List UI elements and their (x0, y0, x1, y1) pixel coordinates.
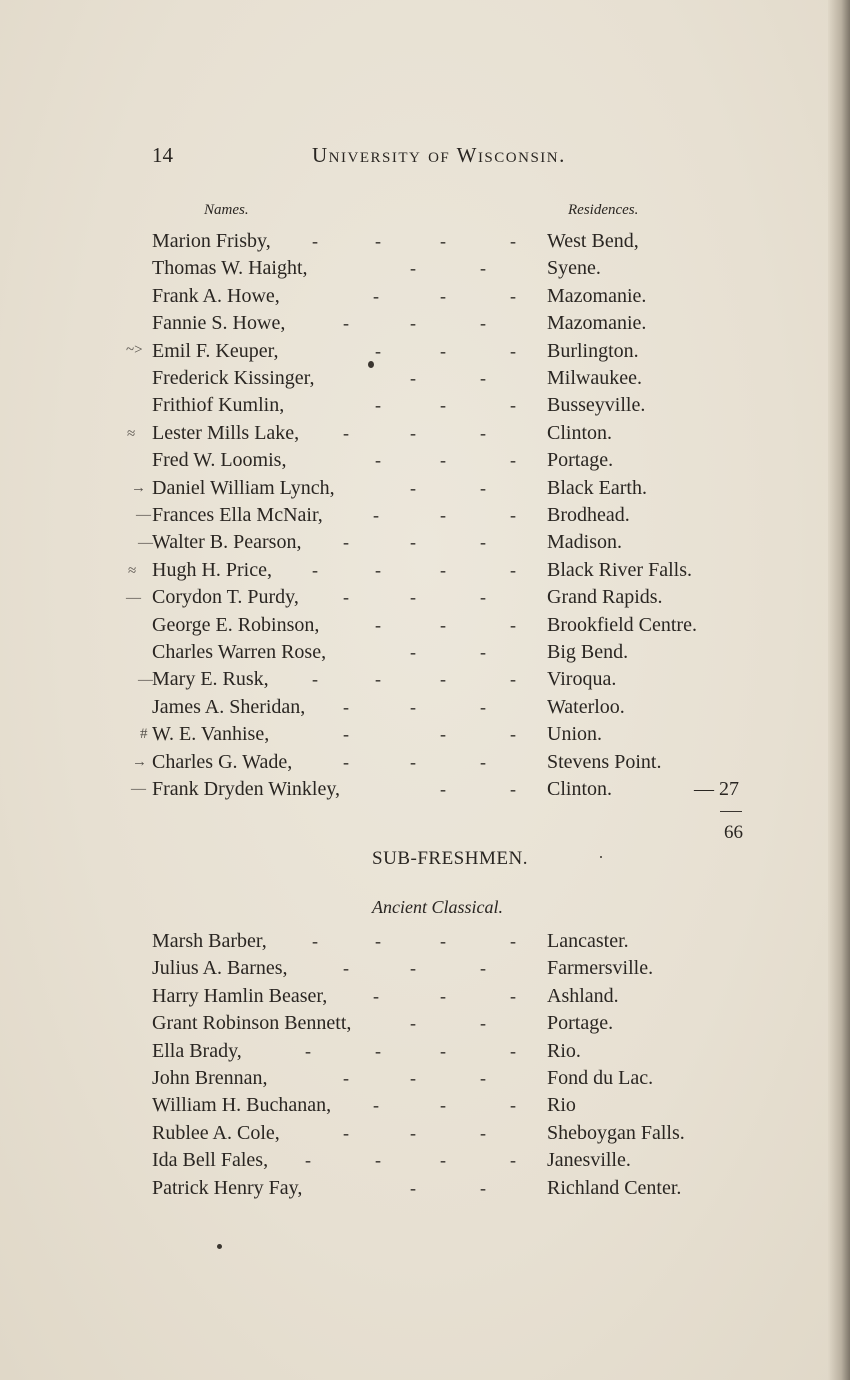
student-residence: Milwaukee. (547, 367, 642, 389)
leader-dash: - (375, 614, 381, 635)
student-name: Marion Frisby, (152, 230, 271, 252)
leader-dash: - (510, 614, 516, 635)
list-item (0, 955, 850, 982)
leader-dash: - (510, 231, 516, 251)
pencil-mark: → (132, 754, 147, 770)
leader-dash: - (440, 669, 446, 690)
leader-dash: - (510, 931, 516, 951)
list-item (0, 1175, 850, 1202)
leader-dash: - (343, 696, 349, 717)
student-name: Grant Robinson Bennett, (152, 1012, 352, 1035)
leader-dash: - (510, 285, 516, 306)
list-item (0, 639, 850, 666)
student-residence: Grand Rapids. (547, 586, 663, 609)
student-name: John Brennan, (152, 1067, 268, 1089)
section-title: SUB-FRESHMEN. (372, 848, 528, 869)
student-residence: Black River Falls. (547, 558, 692, 581)
leader-dash: - (510, 340, 516, 361)
student-name: Fred W. Loomis, (152, 449, 287, 472)
leader-dash: - (480, 1068, 486, 1088)
leader-dash: - (440, 779, 446, 799)
course-heading: Ancient Classical. (372, 897, 503, 917)
leader-dash: - (375, 340, 381, 361)
student-residence: Burlington. (547, 339, 639, 362)
leader-dash: - (410, 1177, 416, 1198)
list-item (0, 475, 850, 502)
leader-dash: - (510, 1040, 516, 1061)
leader-dash: - (440, 1150, 446, 1171)
list-item (0, 928, 850, 955)
leader-dash: - (410, 368, 416, 388)
leader-dash: - (480, 1013, 486, 1034)
student-name: Julius A. Barnes, (152, 957, 288, 980)
student-residence: Clinton. (547, 778, 613, 800)
class-total: 66 (724, 822, 743, 843)
leader-dash: - (510, 779, 516, 799)
leader-dash: - (510, 395, 516, 416)
student-residence: Black Earth. (547, 476, 647, 499)
leader-dash: - (343, 313, 349, 334)
leader-dash: - (480, 258, 486, 279)
page-number: 14 (152, 143, 173, 167)
leader-dash: - (440, 559, 446, 580)
pencil-mark: # (140, 726, 148, 742)
student-name: Patrick Henry Fay, (152, 1176, 303, 1199)
leader-dash: - (510, 1150, 516, 1171)
pencil-mark: — (138, 535, 153, 551)
leader-dash: - (312, 669, 318, 690)
list-item (0, 255, 850, 282)
names-column-heading: Names. (204, 202, 249, 218)
list-item (0, 1147, 850, 1174)
leader-dash: - (480, 477, 486, 498)
leader-dash: - (305, 1150, 311, 1171)
student-residence: Sheboygan Falls. (547, 1121, 685, 1144)
leader-dash: - (410, 258, 416, 279)
list-item (0, 983, 850, 1010)
class-count: — 27 (694, 778, 739, 800)
leader-dash: - (375, 1150, 381, 1171)
student-name: Frank Dryden Winkley, (152, 778, 341, 800)
leader-dash: - (480, 532, 486, 553)
leader-dash: - (375, 1040, 381, 1061)
student-name: Charles G. Wade, (152, 750, 293, 773)
list-item (0, 529, 850, 556)
student-residence: Farmersville. (547, 957, 654, 980)
student-name: Harry Hamlin Beaser, (152, 984, 328, 1007)
leader-dash: - (510, 450, 516, 471)
student-residence: Viroqua. (547, 668, 617, 691)
leader-dash: - (480, 958, 486, 979)
student-residence: Mazomanie. (547, 284, 647, 307)
student-name: Frithiof Kumlin, (152, 394, 285, 417)
leader-dash: - (480, 642, 486, 662)
leader-dash: - (410, 696, 416, 717)
leader-dash: - (440, 285, 446, 306)
running-head: University of Wisconsin. (312, 143, 566, 167)
list-item (0, 666, 850, 693)
student-residence: Janesville. (547, 1149, 631, 1172)
student-residence: Syene. (547, 257, 601, 280)
leader-dash: - (375, 669, 381, 690)
list-item (0, 228, 850, 255)
leader-dash: - (510, 1095, 516, 1116)
student-name: Thomas W. Haight, (152, 257, 308, 280)
student-residence: Richland Center. (547, 1176, 682, 1199)
list-item (0, 447, 850, 474)
student-residence: Union. (547, 723, 602, 746)
list-item (0, 694, 850, 721)
ink-speck (368, 361, 374, 368)
leader-dash: - (440, 1040, 446, 1061)
leader-dash: - (440, 340, 446, 361)
pencil-mark: → (131, 480, 146, 496)
student-name: Hugh H. Price, (152, 558, 272, 581)
student-name: Frances Ella McNair, (152, 504, 323, 526)
leader-dash: - (480, 587, 486, 608)
leader-dash: - (373, 985, 379, 1006)
leader-dash: - (480, 368, 486, 388)
pencil-mark: — (131, 781, 146, 797)
student-name: Ida Bell Fales, (152, 1149, 269, 1172)
total-rule (720, 811, 742, 812)
list-item (0, 776, 850, 803)
student-residence: Brodhead. (547, 504, 630, 526)
student-name: Ella Brady, (152, 1039, 242, 1062)
student-residence: Ashland. (547, 984, 619, 1007)
leader-dash: - (343, 751, 349, 772)
leader-dash: - (312, 231, 318, 251)
leader-dash: - (510, 669, 516, 690)
student-residence: Clinton. (547, 421, 613, 444)
leader-dash: - (510, 985, 516, 1006)
student-name: Frank A. Howe, (152, 284, 280, 307)
list-item (0, 1120, 850, 1147)
leader-dash: - (410, 477, 416, 498)
list-item (0, 310, 850, 337)
leader-dash: - (510, 724, 516, 745)
leader-dash: - (410, 532, 416, 553)
leader-dash: - (343, 724, 349, 745)
student-residence: Fond du Lac. (547, 1067, 654, 1089)
leader-dash: - (343, 532, 349, 553)
list-item (0, 1092, 850, 1119)
list-item (0, 721, 850, 748)
list-item (0, 283, 850, 310)
leader-dash: - (440, 985, 446, 1006)
student-name: Corydon T. Purdy, (152, 586, 299, 609)
list-item (0, 392, 850, 419)
student-residence: Portage. (547, 1012, 614, 1035)
leader-dash: - (410, 958, 416, 979)
leader-dash: - (440, 505, 446, 525)
pencil-mark: ≈ (128, 563, 137, 579)
list-item (0, 749, 850, 776)
leader-dash: - (480, 1177, 486, 1198)
residences-column-heading: Residences. (568, 202, 639, 218)
ink-speck (600, 856, 602, 858)
leader-dash: - (440, 1095, 446, 1116)
leader-dash: - (375, 450, 381, 471)
list-item (0, 1065, 850, 1092)
page-header (0, 143, 850, 173)
list-item (0, 365, 850, 392)
leader-dash: - (410, 313, 416, 334)
student-name: Lester Mills Lake, (152, 421, 300, 444)
leader-dash: - (343, 422, 349, 443)
student-residence: Rio (547, 1094, 576, 1117)
leader-dash: - (410, 642, 416, 662)
leader-dash: - (510, 559, 516, 580)
leader-dash: - (480, 422, 486, 443)
student-name: Frederick Kissinger, (152, 367, 315, 389)
student-name: Charles Warren Rose, (152, 641, 327, 663)
pencil-mark: — (138, 672, 153, 688)
leader-dash: - (375, 395, 381, 416)
list-item (0, 1038, 850, 1065)
leader-dash: - (480, 1122, 486, 1143)
leader-dash: - (410, 751, 416, 772)
student-residence: Madison. (547, 531, 622, 554)
pencil-mark: — (126, 590, 141, 606)
leader-dash: - (410, 1122, 416, 1143)
leader-dash: - (440, 450, 446, 471)
student-name: Fannie S. Howe, (152, 312, 286, 335)
student-name: Emil F. Keuper, (152, 339, 279, 362)
leader-dash: - (440, 231, 446, 251)
student-residence: West Bend, (547, 230, 639, 252)
leader-dash: - (440, 614, 446, 635)
pencil-mark: ≈ (127, 426, 136, 442)
student-name: William H. Buchanan, (152, 1094, 332, 1117)
leader-dash: - (480, 696, 486, 717)
leader-dash: - (375, 231, 381, 251)
student-name: Walter B. Pearson, (152, 531, 302, 554)
leader-dash: - (373, 1095, 379, 1116)
student-name: Marsh Barber, (152, 930, 267, 952)
leader-dash: - (480, 313, 486, 334)
leader-dash: - (440, 724, 446, 745)
list-item (0, 1010, 850, 1037)
student-name: Mary E. Rusk, (152, 668, 269, 691)
student-residence: Busseyville. (547, 394, 646, 417)
leader-dash: - (343, 1122, 349, 1143)
student-residence: Rio. (547, 1039, 581, 1062)
student-residence: Portage. (547, 449, 614, 472)
pencil-mark: ~> (126, 342, 143, 358)
leader-dash: - (375, 931, 381, 951)
leader-dash: - (312, 931, 318, 951)
leader-dash: - (440, 395, 446, 416)
leader-dash: - (343, 1068, 349, 1088)
student-name: Rublee A. Cole, (152, 1121, 280, 1144)
leader-dash: - (410, 1068, 416, 1088)
leader-dash: - (440, 931, 446, 951)
student-residence: Stevens Point. (547, 750, 662, 773)
list-item (0, 612, 850, 639)
student-residence: Lancaster. (547, 930, 629, 952)
student-residence: Mazomanie. (547, 312, 647, 335)
pencil-mark: — (136, 507, 151, 523)
student-name: James A. Sheridan, (152, 695, 306, 718)
student-residence: Brookfield Centre. (547, 613, 697, 636)
leader-dash: - (480, 751, 486, 772)
ink-speck (217, 1244, 222, 1249)
leader-dash: - (410, 1013, 416, 1034)
leader-dash: - (373, 285, 379, 306)
leader-dash: - (375, 559, 381, 580)
leader-dash: - (510, 505, 516, 525)
leader-dash: - (410, 422, 416, 443)
leader-dash: - (305, 1040, 311, 1061)
leader-dash: - (312, 559, 318, 580)
student-residence: Waterloo. (547, 695, 625, 718)
student-name: W. E. Vanhise, (152, 723, 270, 746)
leader-dash: - (410, 587, 416, 608)
leader-dash: - (373, 505, 379, 525)
list-item (0, 502, 850, 529)
student-name: George E. Robinson, (152, 613, 320, 636)
student-residence: Big Bend. (547, 641, 629, 663)
leader-dash: - (343, 958, 349, 979)
student-name: Daniel William Lynch, (152, 476, 335, 499)
leader-dash: - (343, 587, 349, 608)
